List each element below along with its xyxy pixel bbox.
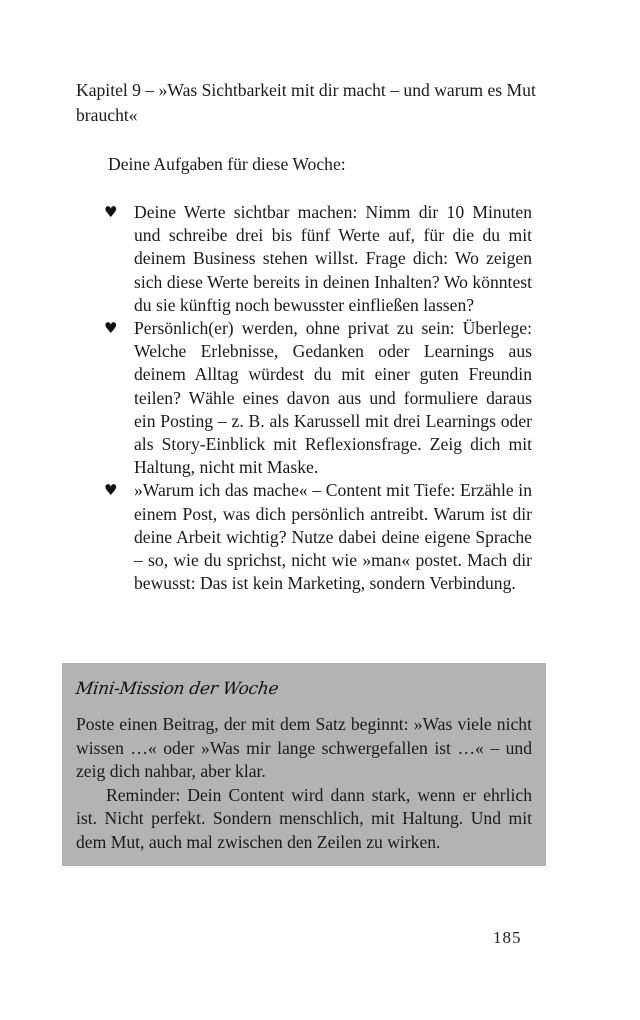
task-item: [104, 479, 532, 595]
heart-icon: ♥: [104, 481, 118, 500]
task-item: [104, 317, 532, 479]
task-text: Persönlich(er) werden, ohne privat zu sein: Überlege: Welche Erlebnisse, Gedanken oder Learnings aus deinem Alltag würdest du mit einer guten Freundin teilen? Wähle eines davon aus und formuliere daraus ein Posting – z. B. als Karussell mit drei Learnings oder als Story-Einblick mit Reflexionsfrage. Zeig dich mit Haltung, nicht mit Maske.: [134, 318, 532, 478]
page-number: 185: [493, 928, 522, 947]
heart-icon: ♥: [104, 203, 118, 221]
task-list: [104, 201, 532, 595]
task-text: »Warum ich das mache« – Content mit Tiefe: Erzähle in einem Post, was dich persönlich antreibt. Warum ist dir deine Arbeit wichtig? Nutze dabei deine eigene Sprache – so, wie du sprichst, nicht wie »man« postet. Mach dir bewusst: Das ist kein Marketing, sondern Verbindung.: [134, 480, 532, 594]
chapter-title: Kapitel 9 – »Was Sichtbarkeit mit dir macht – und warum es Mut braucht«: [76, 80, 536, 125]
task-text: Deine Werte sichtbar machen: Nimm dir 10 Minuten und schreibe drei bis fünf Werte auf, für die du mit deinem Business stehen willst. Frage dich: Wo zeigen sich diese Werte bereits in deinen Inhalten? Wo könntest du sie künftig noch bewusster einfließen lassen?: [134, 202, 532, 315]
tasks-intro: Deine Aufgaben für diese Woche:: [108, 154, 346, 174]
mini-mission-paragraph: Poste einen Beitrag, der mit dem Satz beginnt: »Was viele nicht wissen …« oder »Was mir lange schwergefallen ist …« – und zeig dich nahbar, aber klar.: [76, 714, 532, 781]
heart-icon: ♥: [104, 319, 118, 338]
mini-mission-reminder: Reminder: Dein Content wird dann stark, wenn er ehrlich ist. Nicht perfekt. Sondern menschlich, mit Haltung. Und mit dem Mut, auch mal zwischen den Zeilen zu wirken.: [76, 784, 532, 852]
task-item: [104, 201, 532, 317]
mini-mission-box: [62, 663, 546, 866]
mini-mission-title: Mini-Mission der Woche: [74, 679, 280, 699]
